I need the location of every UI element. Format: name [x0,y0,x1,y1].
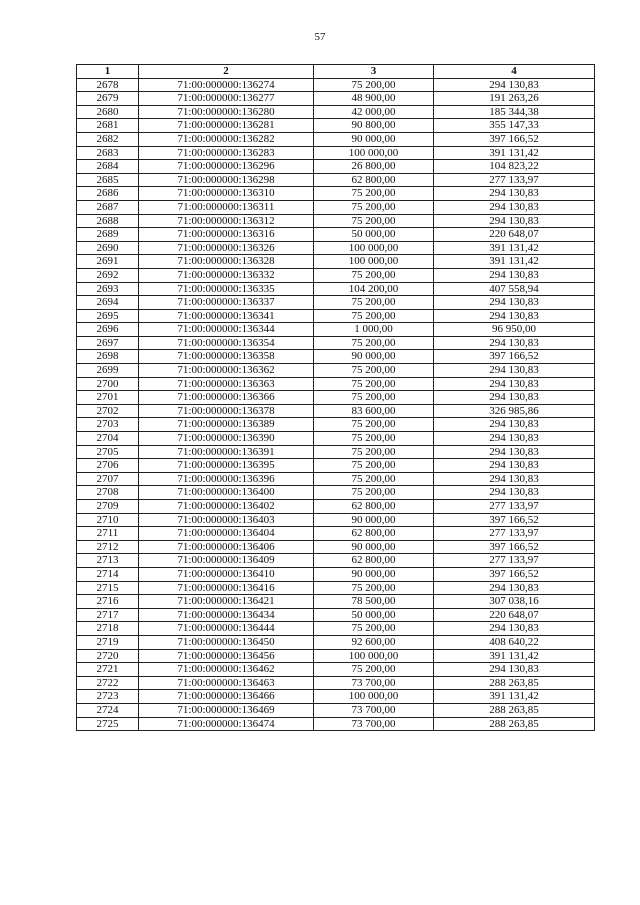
table-cell-col-2: 71:00:000000:136378 [139,404,314,418]
table-cell-col-4: 407 558,94 [434,282,595,296]
table-cell-col-2: 71:00:000000:136469 [139,703,314,717]
table-cell-col-1: 2706 [77,459,139,473]
table-cell-col-3: 75 200,00 [314,581,434,595]
data-table [76,64,595,731]
table-cell-col-1: 2704 [77,432,139,446]
table-cell-col-4: 288 263,85 [434,717,595,731]
table-cell-col-4: 220 648,07 [434,608,595,622]
table-cell-col-1: 2719 [77,635,139,649]
column-header-3: 3 [314,65,434,79]
table-row [77,200,595,214]
table-cell-col-1: 2712 [77,540,139,554]
table-cell-col-4: 391 131,42 [434,241,595,255]
table-cell-col-3: 62 800,00 [314,554,434,568]
table-cell-col-4: 277 133,97 [434,527,595,541]
table-cell-col-3: 100 000,00 [314,241,434,255]
table-cell-col-3: 42 000,00 [314,105,434,119]
table-cell-col-4: 294 130,83 [434,214,595,228]
table-cell-col-1: 2725 [77,717,139,731]
table-cell-col-2: 71:00:000000:136344 [139,323,314,337]
table-cell-col-2: 71:00:000000:136296 [139,160,314,174]
table-cell-col-4: 397 166,52 [434,540,595,554]
table-cell-col-3: 100 000,00 [314,146,434,160]
table-cell-col-4: 294 130,83 [434,296,595,310]
table-cell-col-4: 191 263,26 [434,92,595,106]
table-cell-col-1: 2685 [77,173,139,187]
table-row [77,486,595,500]
table-cell-col-3: 75 200,00 [314,336,434,350]
table-cell-col-3: 75 200,00 [314,391,434,405]
table-cell-col-4: 294 130,83 [434,418,595,432]
table-cell-col-1: 2707 [77,472,139,486]
table-row [77,78,595,92]
table-cell-col-1: 2696 [77,323,139,337]
table-row [77,622,595,636]
table-row [77,296,595,310]
table-row [77,105,595,119]
table-cell-col-3: 50 000,00 [314,228,434,242]
table-cell-col-3: 100 000,00 [314,690,434,704]
table-cell-col-4: 294 130,83 [434,309,595,323]
table-cell-col-4: 397 166,52 [434,132,595,146]
table-row [77,255,595,269]
table-cell-col-2: 71:00:000000:136280 [139,105,314,119]
table-cell-col-1: 2689 [77,228,139,242]
table-cell-col-3: 100 000,00 [314,649,434,663]
table-row [77,350,595,364]
table-cell-col-1: 2701 [77,391,139,405]
table-cell-col-3: 75 200,00 [314,268,434,282]
column-header-4: 4 [434,65,595,79]
table-cell-col-1: 2679 [77,92,139,106]
table-cell-col-3: 75 200,00 [314,663,434,677]
table-cell-col-4: 294 130,83 [434,200,595,214]
table-cell-col-4: 294 130,83 [434,364,595,378]
table-cell-col-4: 397 166,52 [434,567,595,581]
table-cell-col-4: 391 131,42 [434,146,595,160]
table-row [77,567,595,581]
table-cell-col-4: 294 130,83 [434,377,595,391]
table-cell-col-2: 71:00:000000:136474 [139,717,314,731]
table-cell-col-2: 71:00:000000:136311 [139,200,314,214]
table-cell-col-2: 71:00:000000:136283 [139,146,314,160]
table-row [77,595,595,609]
table-cell-col-2: 71:00:000000:136282 [139,132,314,146]
table-cell-col-4: 288 263,85 [434,703,595,717]
table-cell-col-3: 90 000,00 [314,132,434,146]
table-cell-col-2: 71:00:000000:136416 [139,581,314,595]
table-cell-col-3: 73 700,00 [314,717,434,731]
table-cell-col-4: 391 131,42 [434,690,595,704]
table-cell-col-4: 294 130,83 [434,445,595,459]
table-row [77,92,595,106]
table-row [77,336,595,350]
table-cell-col-2: 71:00:000000:136389 [139,418,314,432]
table-cell-col-2: 71:00:000000:136362 [139,364,314,378]
table-cell-col-3: 1 000,00 [314,323,434,337]
table-cell-col-2: 71:00:000000:136281 [139,119,314,133]
table-cell-col-2: 71:00:000000:136277 [139,92,314,106]
table-cell-col-3: 50 000,00 [314,608,434,622]
table-cell-col-3: 75 200,00 [314,214,434,228]
table-cell-col-1: 2702 [77,404,139,418]
table-cell-col-1: 2721 [77,663,139,677]
table-cell-col-2: 71:00:000000:136462 [139,663,314,677]
table-cell-col-4: 220 648,07 [434,228,595,242]
table-cell-col-2: 71:00:000000:136421 [139,595,314,609]
table-cell-col-1: 2688 [77,214,139,228]
table-cell-col-4: 104 823,22 [434,160,595,174]
table-cell-col-3: 75 200,00 [314,377,434,391]
table-cell-col-1: 2686 [77,187,139,201]
table-body [77,78,595,731]
table-cell-col-2: 71:00:000000:136406 [139,540,314,554]
table-row [77,241,595,255]
table-row [77,391,595,405]
table-cell-col-1: 2718 [77,622,139,636]
table-row [77,459,595,473]
column-header-2: 2 [139,65,314,79]
table-cell-col-4: 294 130,83 [434,336,595,350]
table-row [77,160,595,174]
table-cell-col-3: 104 200,00 [314,282,434,296]
table-cell-col-1: 2709 [77,500,139,514]
table-cell-col-2: 71:00:000000:136332 [139,268,314,282]
table-cell-col-4: 294 130,83 [434,486,595,500]
table-cell-col-2: 71:00:000000:136400 [139,486,314,500]
page-number: 57 [314,31,326,43]
table-row [77,527,595,541]
table-cell-col-3: 90 000,00 [314,513,434,527]
table-cell-col-1: 2717 [77,608,139,622]
table-cell-col-4: 294 130,83 [434,622,595,636]
table-row [77,635,595,649]
table-cell-col-3: 75 200,00 [314,200,434,214]
table-cell-col-2: 71:00:000000:136310 [139,187,314,201]
table-cell-col-1: 2715 [77,581,139,595]
table-row [77,418,595,432]
table-cell-col-1: 2695 [77,309,139,323]
table-cell-col-2: 71:00:000000:136395 [139,459,314,473]
table-cell-col-4: 397 166,52 [434,513,595,527]
table-row [77,432,595,446]
table-cell-col-3: 75 200,00 [314,472,434,486]
table-cell-col-1: 2682 [77,132,139,146]
table-row [77,513,595,527]
table-cell-col-4: 355 147,33 [434,119,595,133]
table-cell-col-2: 71:00:000000:136326 [139,241,314,255]
table-cell-col-3: 75 200,00 [314,187,434,201]
table-cell-col-3: 75 200,00 [314,309,434,323]
table-row [77,581,595,595]
table-row [77,268,595,282]
table-cell-col-4: 96 950,00 [434,323,595,337]
table-row [77,364,595,378]
table-row [77,214,595,228]
table-cell-col-2: 71:00:000000:136354 [139,336,314,350]
table-cell-col-1: 2713 [77,554,139,568]
table-cell-col-2: 71:00:000000:136463 [139,676,314,690]
table-row [77,554,595,568]
table-cell-col-2: 71:00:000000:136410 [139,567,314,581]
table-cell-col-3: 90 000,00 [314,350,434,364]
table-cell-col-2: 71:00:000000:136298 [139,173,314,187]
table-cell-col-4: 294 130,83 [434,472,595,486]
table-row [77,282,595,296]
table-cell-col-3: 26 800,00 [314,160,434,174]
table-cell-col-1: 2711 [77,527,139,541]
table-cell-col-2: 71:00:000000:136337 [139,296,314,310]
table-cell-col-1: 2690 [77,241,139,255]
table-cell-col-2: 71:00:000000:136434 [139,608,314,622]
table-cell-col-1: 2691 [77,255,139,269]
table-cell-col-3: 75 200,00 [314,78,434,92]
table-cell-col-2: 71:00:000000:136409 [139,554,314,568]
table-row [77,500,595,514]
table-cell-col-4: 294 130,83 [434,459,595,473]
table-cell-col-3: 75 200,00 [314,459,434,473]
table-cell-col-3: 90 000,00 [314,540,434,554]
table-row [77,690,595,704]
table-cell-col-4: 277 133,97 [434,500,595,514]
table-cell-col-2: 71:00:000000:136396 [139,472,314,486]
table-row [77,132,595,146]
table-row [77,309,595,323]
table-cell-col-3: 62 800,00 [314,173,434,187]
table-cell-col-3: 75 200,00 [314,622,434,636]
table-cell-col-3: 90 800,00 [314,119,434,133]
table-cell-col-3: 48 900,00 [314,92,434,106]
column-header-1: 1 [77,65,139,79]
table-cell-col-2: 71:00:000000:136404 [139,527,314,541]
table-cell-col-3: 75 200,00 [314,432,434,446]
table-cell-col-2: 71:00:000000:136444 [139,622,314,636]
table-cell-col-3: 75 200,00 [314,296,434,310]
table-cell-col-1: 2693 [77,282,139,296]
table-cell-col-3: 75 200,00 [314,445,434,459]
table-cell-col-3: 92 600,00 [314,635,434,649]
table-cell-col-1: 2681 [77,119,139,133]
table-row [77,187,595,201]
table-cell-col-2: 71:00:000000:136366 [139,391,314,405]
table-cell-col-4: 288 263,85 [434,676,595,690]
table-cell-col-2: 71:00:000000:136335 [139,282,314,296]
table-cell-col-2: 71:00:000000:136312 [139,214,314,228]
table-row [77,404,595,418]
table-cell-col-1: 2698 [77,350,139,364]
table-row [77,676,595,690]
table-cell-col-3: 62 800,00 [314,527,434,541]
table-row [77,472,595,486]
table-cell-col-4: 294 130,83 [434,268,595,282]
table-row [77,663,595,677]
table-cell-col-1: 2720 [77,649,139,663]
table-cell-col-4: 294 130,83 [434,663,595,677]
table-cell-col-1: 2722 [77,676,139,690]
table-row [77,717,595,731]
table-cell-col-2: 71:00:000000:136456 [139,649,314,663]
table-cell-col-2: 71:00:000000:136358 [139,350,314,364]
table-cell-col-2: 71:00:000000:136402 [139,500,314,514]
table-cell-col-4: 185 344,38 [434,105,595,119]
table-cell-col-3: 75 200,00 [314,486,434,500]
table-cell-col-3: 75 200,00 [314,418,434,432]
table-cell-col-4: 391 131,42 [434,649,595,663]
table-cell-col-2: 71:00:000000:136316 [139,228,314,242]
table-cell-col-4: 277 133,97 [434,173,595,187]
table-cell-col-3: 83 600,00 [314,404,434,418]
table-cell-col-4: 307 038,16 [434,595,595,609]
table-row [77,119,595,133]
table-cell-col-3: 62 800,00 [314,500,434,514]
table-cell-col-1: 2699 [77,364,139,378]
table-row [77,608,595,622]
table-cell-col-1: 2687 [77,200,139,214]
table-cell-col-2: 71:00:000000:136403 [139,513,314,527]
table-cell-col-1: 2716 [77,595,139,609]
table-cell-col-1: 2678 [77,78,139,92]
table-cell-col-3: 75 200,00 [314,364,434,378]
table-cell-col-1: 2697 [77,336,139,350]
table-cell-col-1: 2684 [77,160,139,174]
table-cell-col-1: 2680 [77,105,139,119]
table-cell-col-1: 2683 [77,146,139,160]
table-cell-col-4: 294 130,83 [434,187,595,201]
table-cell-col-3: 100 000,00 [314,255,434,269]
table-cell-col-4: 408 640,22 [434,635,595,649]
table-cell-col-2: 71:00:000000:136341 [139,309,314,323]
table-cell-col-4: 397 166,52 [434,350,595,364]
table-cell-col-2: 71:00:000000:136391 [139,445,314,459]
table-cell-col-4: 294 130,83 [434,432,595,446]
table-row [77,703,595,717]
table-row [77,540,595,554]
table-row [77,323,595,337]
table-cell-col-1: 2703 [77,418,139,432]
table-cell-col-4: 277 133,97 [434,554,595,568]
table-cell-col-3: 73 700,00 [314,703,434,717]
table-cell-col-2: 71:00:000000:136450 [139,635,314,649]
table-cell-col-4: 294 130,83 [434,391,595,405]
table-cell-col-2: 71:00:000000:136328 [139,255,314,269]
table-cell-col-2: 71:00:000000:136390 [139,432,314,446]
table-cell-col-1: 2700 [77,377,139,391]
table-row [77,228,595,242]
table-cell-col-2: 71:00:000000:136363 [139,377,314,391]
table-header-row [77,65,595,79]
table-cell-col-3: 73 700,00 [314,676,434,690]
table-cell-col-1: 2714 [77,567,139,581]
table-cell-col-3: 78 500,00 [314,595,434,609]
table-cell-col-4: 294 130,83 [434,581,595,595]
table-row [77,173,595,187]
table-row [77,146,595,160]
table-cell-col-1: 2705 [77,445,139,459]
table-row [77,649,595,663]
table-cell-col-1: 2723 [77,690,139,704]
table-cell-col-1: 2708 [77,486,139,500]
table-row [77,377,595,391]
table-cell-col-4: 294 130,83 [434,78,595,92]
table-cell-col-1: 2710 [77,513,139,527]
table-row [77,445,595,459]
table-cell-col-1: 2692 [77,268,139,282]
table-cell-col-1: 2724 [77,703,139,717]
table-cell-col-2: 71:00:000000:136466 [139,690,314,704]
table-cell-col-2: 71:00:000000:136274 [139,78,314,92]
table-cell-col-4: 391 131,42 [434,255,595,269]
table-cell-col-1: 2694 [77,296,139,310]
table-cell-col-3: 90 000,00 [314,567,434,581]
table-cell-col-4: 326 985,86 [434,404,595,418]
